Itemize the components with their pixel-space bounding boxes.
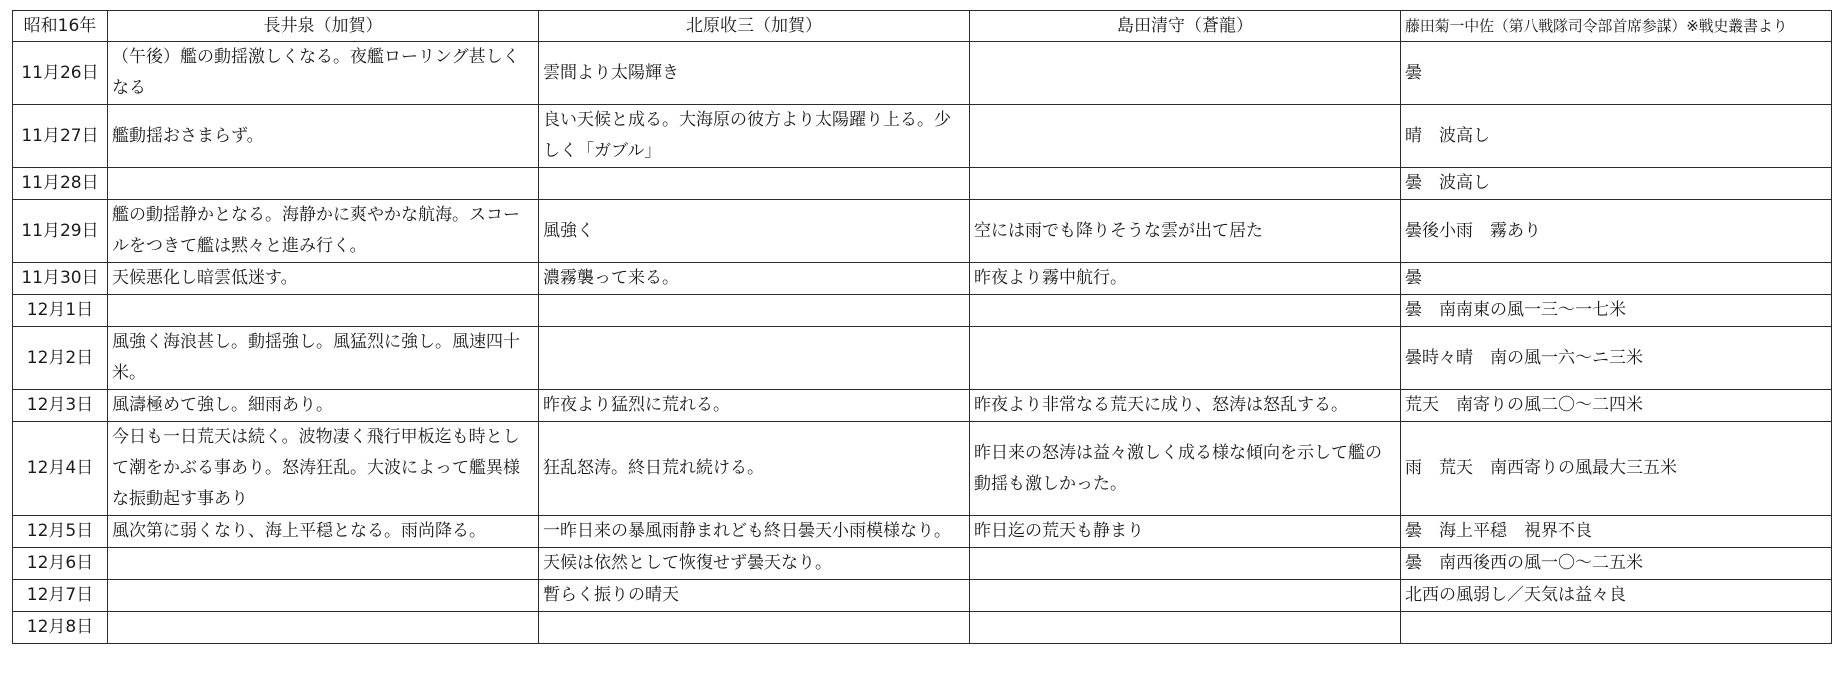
cell-shimada: 昨日来の怒涛は益々激しく成る様な傾向を示して艦の動揺も激しかった。: [970, 422, 1401, 516]
cell-kitahara: 雲間より太陽輝き: [539, 42, 970, 105]
cell-fujita: 雨 荒天 南西寄りの風最大三五米: [1401, 422, 1832, 516]
row-date: 12月6日: [13, 548, 108, 580]
cell-fujita: [1401, 612, 1832, 644]
cell-shimada: 昨夜より非常なる荒天に成り、怒涛は怒乱する。: [970, 390, 1401, 422]
table-row: [13, 263, 1832, 295]
table-row: [13, 516, 1832, 548]
header-date: 昭和16年: [13, 11, 108, 42]
row-date: 12月7日: [13, 580, 108, 612]
table-row: [13, 548, 1832, 580]
cell-kitahara: 風強く: [539, 200, 970, 263]
cell-kitahara: 暫らく振りの晴天: [539, 580, 970, 612]
cell-shimada: [970, 580, 1401, 612]
header-kitahara: 北原收三（加賀）: [539, 11, 970, 42]
cell-shimada: 昨日迄の荒天も静まり: [970, 516, 1401, 548]
cell-nagai: 今日も一日荒天は続く。波物凄く飛行甲板迄も時として潮をかぶる事あり。怒涛狂乱。大波によって艦異様な振動起す事あり: [108, 422, 539, 516]
cell-nagai: [108, 168, 539, 200]
cell-nagai: [108, 548, 539, 580]
row-date: 11月28日: [13, 168, 108, 200]
cell-shimada: [970, 548, 1401, 580]
row-date: 12月5日: [13, 516, 108, 548]
row-date: 11月29日: [13, 200, 108, 263]
cell-shimada: [970, 168, 1401, 200]
cell-nagai: 風次第に弱くなり、海上平穏となる。雨尚降る。: [108, 516, 539, 548]
header-nagai: 長井泉（加賀）: [108, 11, 539, 42]
cell-kitahara: [539, 612, 970, 644]
cell-kitahara: 良い天候と成る。大海原の彼方より太陽躍り上る。少しく「ガブル」: [539, 105, 970, 168]
row-date: 12月8日: [13, 612, 108, 644]
cell-kitahara: 濃霧襲って来る。: [539, 263, 970, 295]
table-row: [13, 580, 1832, 612]
cell-nagai: [108, 580, 539, 612]
cell-nagai: 艦動揺おさまらず。: [108, 105, 539, 168]
cell-fujita: 曇 南南東の風一三〜一七米: [1401, 295, 1832, 327]
cell-shimada: [970, 612, 1401, 644]
cell-fujita: 荒天 南寄りの風二〇〜二四米: [1401, 390, 1832, 422]
header-row: [13, 11, 1832, 42]
cell-kitahara: [539, 295, 970, 327]
cell-nagai: 風濤極めて強し。細雨あり。: [108, 390, 539, 422]
row-date: 11月27日: [13, 105, 108, 168]
cell-nagai: [108, 612, 539, 644]
row-date: 12月2日: [13, 327, 108, 390]
cell-shimada: [970, 105, 1401, 168]
table-row: [13, 295, 1832, 327]
cell-fujita: 晴 波高し: [1401, 105, 1832, 168]
cell-fujita: 曇: [1401, 42, 1832, 105]
cell-kitahara: [539, 327, 970, 390]
cell-nagai: 天候悪化し暗雲低迷す。: [108, 263, 539, 295]
cell-shimada: [970, 42, 1401, 105]
table-row: [13, 42, 1832, 105]
cell-fujita: 曇 波高し: [1401, 168, 1832, 200]
cell-nagai: [108, 295, 539, 327]
cell-kitahara: 昨夜より猛烈に荒れる。: [539, 390, 970, 422]
table-row: [13, 200, 1832, 263]
cell-shimada: [970, 327, 1401, 390]
row-date: 11月26日: [13, 42, 108, 105]
cell-shimada: 空には雨でも降りそうな雲が出て居た: [970, 200, 1401, 263]
cell-nagai: 艦の動揺静かとなる。海静かに爽やかな航海。スコールをつきて艦は黙々と進み行く。: [108, 200, 539, 263]
weather-diary-table: [12, 10, 1832, 644]
table-row: [13, 422, 1832, 516]
cell-kitahara: 天候は依然として恢復せず曇天なり。: [539, 548, 970, 580]
weather-diary-table-wrapper: [12, 10, 1831, 644]
cell-fujita: 曇 海上平穏 視界不良: [1401, 516, 1832, 548]
cell-fujita: 曇 南西後西の風一〇〜二五米: [1401, 548, 1832, 580]
cell-nagai: （午後）艦の動揺激しくなる。夜艦ローリング甚しくなる: [108, 42, 539, 105]
header-shimada: 島田清守（蒼龍）: [970, 11, 1401, 42]
table-row: [13, 105, 1832, 168]
header-fujita: 藤田菊一中佐（第八戦隊司令部首席参謀）※戦史叢書より: [1401, 11, 1832, 42]
cell-fujita: 北西の風弱し／天気は益々良: [1401, 580, 1832, 612]
cell-kitahara: 一昨日来の暴風雨静まれども終日曇天小雨模様なり。: [539, 516, 970, 548]
table-row: [13, 390, 1832, 422]
cell-shimada: [970, 295, 1401, 327]
table-row: [13, 327, 1832, 390]
row-date: 11月30日: [13, 263, 108, 295]
cell-fujita: 曇: [1401, 263, 1832, 295]
table-row: [13, 612, 1832, 644]
cell-fujita: 曇後小雨 霧あり: [1401, 200, 1832, 263]
cell-nagai: 風強く海浪甚し。動揺強し。風猛烈に強し。風速四十米。: [108, 327, 539, 390]
row-date: 12月1日: [13, 295, 108, 327]
cell-kitahara: [539, 168, 970, 200]
row-date: 12月4日: [13, 422, 108, 516]
table-row: [13, 168, 1832, 200]
cell-kitahara: 狂乱怒涛。終日荒れ続ける。: [539, 422, 970, 516]
cell-shimada: 昨夜より霧中航行。: [970, 263, 1401, 295]
cell-fujita: 曇時々晴 南の風一六〜ニ三米: [1401, 327, 1832, 390]
row-date: 12月3日: [13, 390, 108, 422]
